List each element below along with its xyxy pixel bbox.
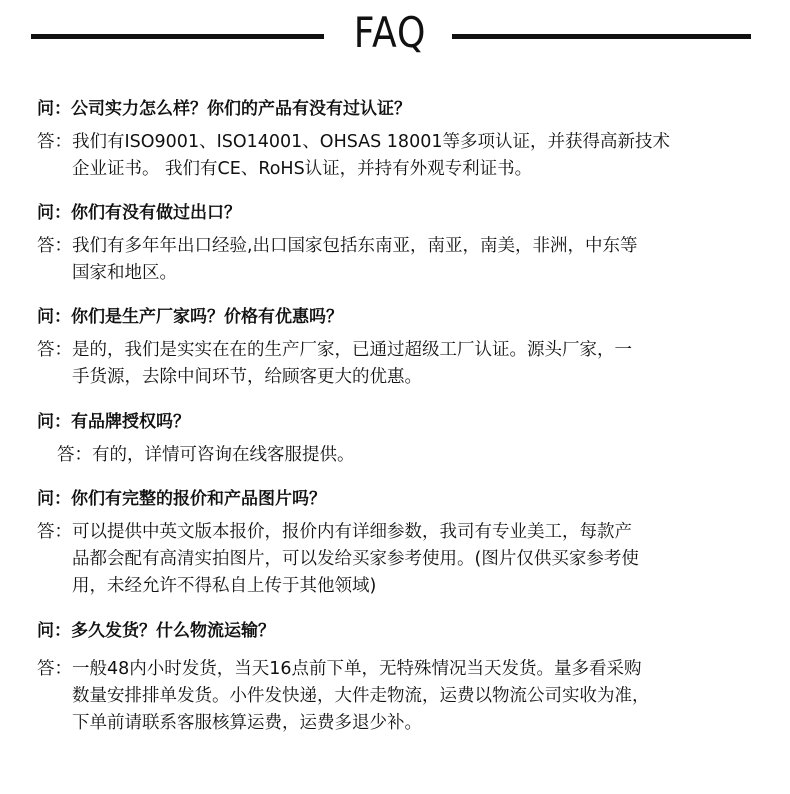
- faq-item: [37, 620, 757, 737]
- faq-question: [37, 202, 757, 224]
- faq-question: [37, 620, 757, 642]
- answer-line: 可以提供中英文版本报价，报价内有详细参数，我司有专业美工，每款产: [72, 522, 632, 542]
- answer-prefix: 答：: [37, 340, 72, 360]
- faq-item: [37, 202, 757, 287]
- faq-answer: [37, 129, 757, 183]
- question-text: 有品牌授权吗？: [71, 412, 190, 432]
- answer-line: 下单前请联系客服核算运费，运费多退少补。: [72, 713, 422, 733]
- question-text: 你们有没有做过出口？: [71, 203, 241, 223]
- question-prefix: 问：: [37, 621, 71, 641]
- faq-answer: [37, 519, 757, 600]
- page-title: FAQ: [353, 8, 427, 57]
- answer-line: 数量安排排单发货。小件发快递，大件走物流，运费以物流公司实收为准，: [72, 686, 650, 706]
- faq-answer: [37, 337, 757, 391]
- answer-line: 品都会配有高清实拍图片，可以发给买家参考使用。(图片仅供买家参考使: [72, 549, 639, 569]
- answer-line: 我们有多年年出口经验,出口国家包括东南亚，南亚，南美，非洲，中东等: [72, 236, 638, 256]
- answer-line: 用，未经允许不得私自上传于其他领域): [72, 576, 377, 596]
- answer-line: 一般48内小时发货，当天16点前下单，无特殊情况当天发货。量多看采购: [72, 659, 642, 679]
- answer-line: 企业证书。 我们有CE、RoHS认证，并持有外观专利证书。: [72, 159, 533, 179]
- answer-prefix: 答：: [57, 445, 92, 465]
- faq-item: [37, 98, 757, 183]
- answer-line: 国家和地区。: [72, 263, 177, 283]
- faq-answer: [37, 233, 757, 287]
- answer-prefix: 答：: [37, 659, 72, 679]
- question-prefix: 问：: [37, 307, 71, 327]
- faq-answer: [37, 656, 757, 737]
- answer-prefix: 答：: [37, 522, 72, 542]
- answer-line: 手货源，去除中间环节，给顾客更大的优惠。: [72, 367, 422, 387]
- faq-question: [37, 411, 757, 433]
- answer-prefix: 答：: [37, 132, 72, 152]
- header-rule-left: [31, 34, 324, 39]
- faq-item: [37, 306, 757, 391]
- header-rule-right: [452, 34, 751, 39]
- answer-line: 是的，我们是实实在在的生产厂家，已通过超级工厂认证。源头厂家，一: [72, 340, 632, 360]
- answer-prefix: 答：: [37, 236, 72, 256]
- question-text: 公司实力怎么样？你们的产品有没有过认证？: [71, 99, 411, 119]
- faq-item: [37, 488, 757, 600]
- faq-question: [37, 488, 757, 510]
- question-text: 多久发货？什么物流运输？: [71, 621, 275, 641]
- question-text: 你们有完整的报价和产品图片吗？: [71, 489, 326, 509]
- question-prefix: 问：: [37, 203, 71, 223]
- faq-item: [37, 411, 757, 469]
- question-prefix: 问：: [37, 412, 71, 432]
- answer-line: 有的，详情可咨询在线客服提供。: [92, 445, 355, 465]
- faq-question: [37, 306, 757, 328]
- question-prefix: 问：: [37, 99, 71, 119]
- faq-question: [37, 98, 757, 120]
- question-text: 你们是生产厂家吗？价格有优惠吗？: [71, 307, 343, 327]
- faq-answer: [37, 442, 757, 469]
- question-prefix: 问：: [37, 489, 71, 509]
- answer-line: 我们有ISO9001、ISO14001、OHSAS 18001等多项认证，并获得高新技术: [72, 132, 670, 152]
- faq-header: [0, 0, 790, 80]
